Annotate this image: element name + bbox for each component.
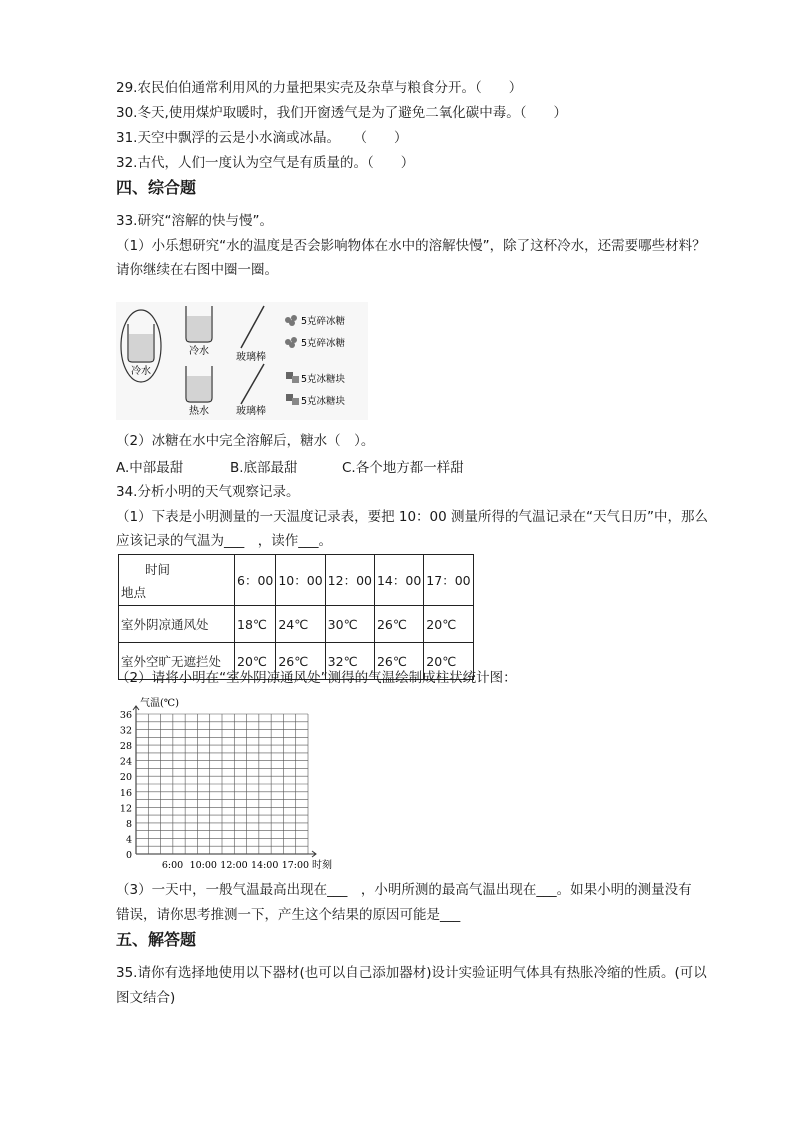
chart-xlabel: 时刻 (312, 860, 332, 871)
label-rod-2: 玻璃棒 (236, 406, 266, 417)
y-tick-label: 8 (125, 818, 132, 830)
y-tick-label: 12 (119, 803, 132, 815)
chart-ylabel: 气温(℃) (140, 698, 179, 709)
y-tick-label: 36 (119, 710, 132, 721)
question-34-title: 34.分析小明的天气观察记录。 (116, 484, 300, 500)
x-tick-label: 6:00 (161, 860, 184, 871)
y-tick-label: 16 (119, 787, 132, 799)
x-tick-label: 17:00 (281, 860, 310, 871)
y-tick-label: 24 (119, 756, 132, 768)
header-place: 地点 (121, 585, 147, 600)
question-34-part3-line1: （3）一天中，一般气温最高出现在___ ，小明所测的最高气温出现在___。如果小明的测量没有 (116, 882, 692, 898)
temp-cell: 30℃ (325, 606, 374, 643)
header-time: 时间 (145, 562, 171, 577)
chart-gridlines (133, 706, 316, 857)
question-35-line2: 图文结合) (116, 990, 176, 1006)
label-block-1: 5克冰糖块 (301, 374, 346, 385)
table-header-row (119, 555, 474, 606)
materials-figure (116, 302, 368, 420)
x-tick-label: 10:00 (189, 860, 217, 871)
time-header-cell: 12：00 (325, 555, 374, 606)
x-tick-label: 12:00 (220, 860, 248, 871)
time-header-cell: 14：00 (374, 555, 423, 606)
time-header-cell: 10：00 (276, 555, 325, 606)
temperature-table (118, 554, 474, 680)
table-row (119, 606, 474, 643)
y-tick-label: 20 (119, 772, 132, 784)
question-34-part3-line2: 错误，请你思考推测一下，产生这个结果的原因可能是___ (116, 907, 461, 923)
question-32: 32.古代，人们一度认为空气是有质量的。（ ） (116, 155, 415, 171)
label-crushed-1: 5克碎冰糖 (301, 316, 346, 327)
time-header-cell: 6：00 (235, 555, 276, 606)
temp-cell: 20℃ (424, 606, 473, 643)
label-rod-1: 玻璃棒 (236, 352, 266, 363)
section-5-heading: 五、解答题 (116, 930, 197, 949)
place-cell: 室外阴凉通风处 (119, 606, 235, 643)
temp-cell: 26℃ (374, 606, 423, 643)
temp-cell: 20℃ (424, 643, 473, 680)
question-33-part2: （2）冰糖在水中完全溶解后，糖水（ ）。 (116, 433, 375, 449)
question-31: 31.天空中飘浮的云是小水滴或冰晶。 （ ） (116, 130, 408, 146)
label-cold-circled: 冷水 (131, 366, 151, 377)
temp-cell: 26℃ (374, 643, 423, 680)
label-hot: 热水 (189, 406, 209, 417)
label-block-2: 5克冰糖块 (301, 396, 346, 407)
label-cold: 冷水 (189, 346, 209, 357)
y-tick-label: 0 (125, 850, 132, 861)
option-a: A.中部最甜 (116, 460, 184, 476)
question-34-part2: （2）请将小明在“室外阴凉通风处”测得的气温绘制成柱状统计图： (116, 670, 517, 686)
table-corner-cell (119, 555, 235, 606)
y-tick-label: 4 (125, 834, 132, 846)
question-34-part1-line2: 应该记录的气温为___ ，读作___。 (116, 533, 332, 549)
empty-bar-chart-grid (118, 694, 338, 872)
temp-cell: 24℃ (276, 606, 325, 643)
option-b: B.底部最甜 (230, 460, 298, 476)
question-29: 29.农民伯伯通常利用风的力量把果实壳及杂草与粮食分开。（ ） (116, 80, 523, 96)
section-4-heading: 四、综合题 (116, 178, 197, 197)
question-34-part1-line1: （1）下表是小明测量的一天温度记录表，要把 10：00 测量所得的气温记录在“天气日历”中，那么 (116, 509, 709, 525)
y-tick-label: 32 (119, 725, 132, 737)
temp-cell: 32℃ (325, 643, 374, 680)
x-tick-label: 14:00 (251, 860, 279, 871)
temp-cell: 18℃ (235, 606, 276, 643)
question-33-part1-line1: （1）小乐想研究“水的温度是否会影响物体在水中的溶解快慢”，除了这杯冷水，还需要哪些材料？ (116, 238, 706, 254)
label-crushed-2: 5克碎冰糖 (301, 338, 346, 349)
time-header-cell: 17：00 (424, 555, 473, 606)
question-33-title: 33.研究“溶解的快与慢”。 (116, 213, 273, 229)
question-33-part1-line2: 请你继续在右图中圈一圈。 (116, 262, 278, 278)
place-cell: 室外空旷无遮拦处 (119, 643, 235, 680)
question-35-line1: 35.请你有选择地使用以下器材(也可以自己添加器材)设计实验证明气体具有热胀冷缩的性质。(可以 (116, 965, 707, 981)
option-c: C.各个地方都一样甜 (342, 460, 464, 476)
temp-cell: 20℃ (235, 643, 276, 680)
temp-cell: 26℃ (276, 643, 325, 680)
question-30: 30.冬天,使用煤炉取暖时，我们开窗透气是为了避免二氧化碳中毒。（ ） (116, 105, 568, 121)
y-tick-label: 28 (119, 741, 132, 753)
